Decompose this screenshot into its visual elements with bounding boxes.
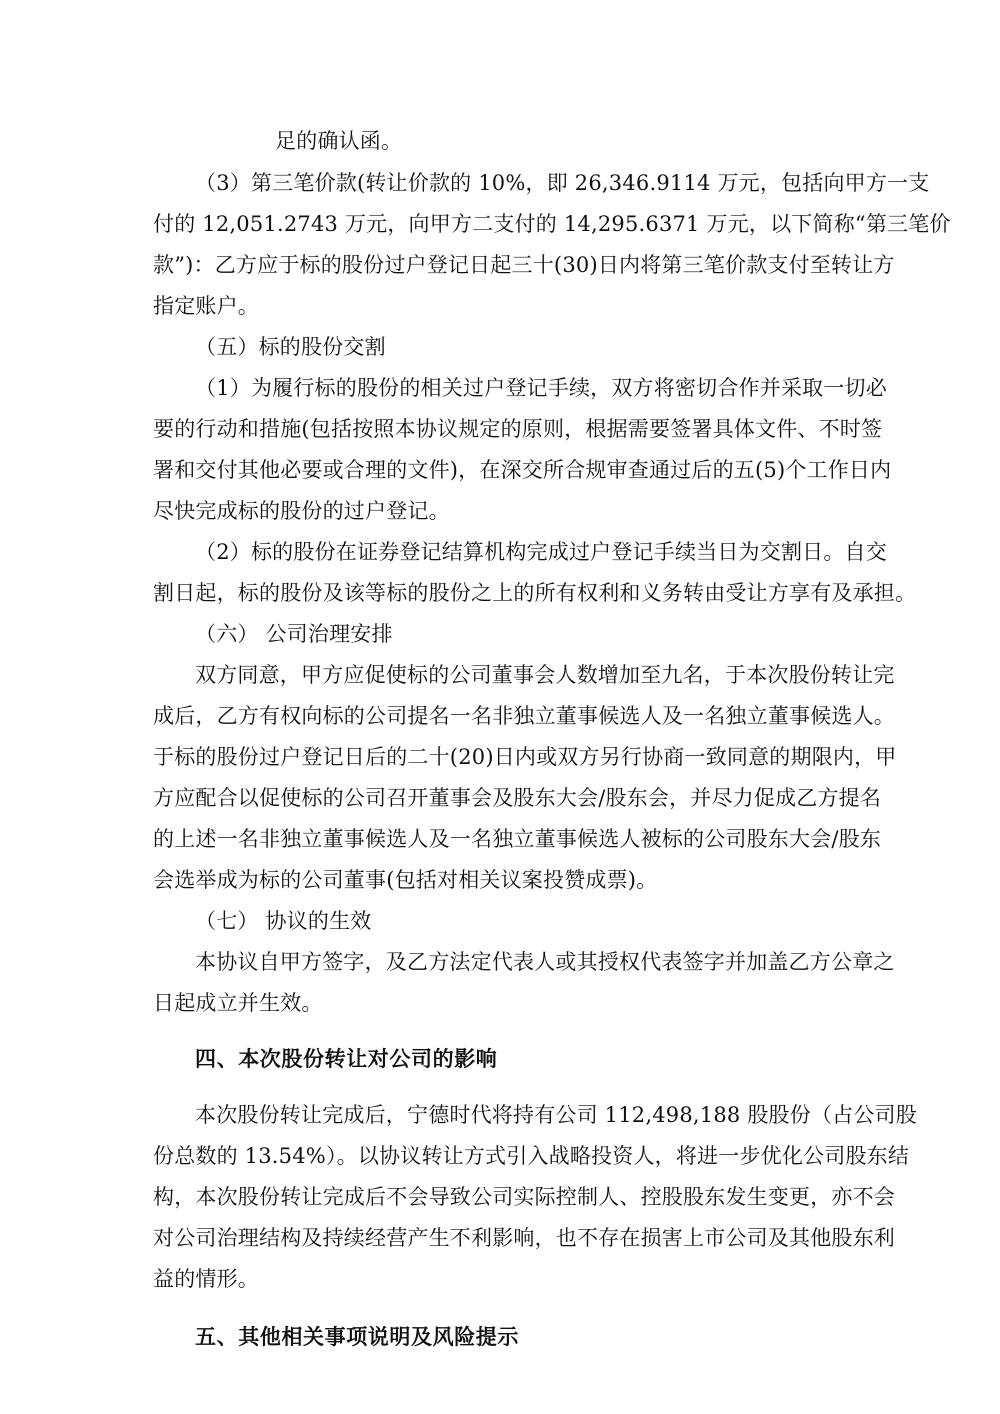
paragraph-line: 构，本次股份转让完成后不会导致公司实际控制人、控股股东发生变更，亦不会 xyxy=(153,1185,895,1209)
paragraph-line: 会选举成为标的公司董事(包括对相关议案投赞成票)。 xyxy=(153,868,658,892)
paragraph-line: 方应配合以促使标的公司召开董事会及股东大会/股东会，并尽力促成乙方提名 xyxy=(153,786,882,810)
paragraph-line: （1）为履行标的股份的相关过户登记手续，双方将密切合作并采取一切必 xyxy=(195,376,887,400)
paragraph-line: 的上述一名非独立董事候选人及一名独立董事候选人被标的公司股东大会/股东 xyxy=(153,827,882,851)
paragraph-line: （2）标的股份在证券登记结算机构完成过户登记手续当日为交割日。自交 xyxy=(195,540,887,564)
section-subheading: （七） 协议的生效 xyxy=(195,909,372,933)
paragraph-line: 于标的股份过户登记日后的二十(20)日内或双方另行协商一致同意的期限内，甲 xyxy=(153,745,897,769)
paragraph-line: 付的 12,051.2743 万元，向甲方二支付的 14,295.6371 万元，以下简称“第三笔价 xyxy=(153,212,951,236)
paragraph-line: 对公司治理结构及持续经营产生不利影响，也不存在损害上市公司及其他股东利 xyxy=(153,1226,895,1250)
section-heading: 五、其他相关事项说明及风险提示 xyxy=(195,1324,519,1349)
paragraph-line: 益的情形。 xyxy=(153,1267,259,1291)
paragraph-line: 份总数的 13.54%）。以协议转让方式引入战略投资人，将进一步优化公司股东结 xyxy=(153,1144,910,1168)
paragraph-line: 款”)：乙方应于标的股份过户登记日起三十(30)日内将第三笔价款支付至转让方 xyxy=(153,253,895,277)
paragraph-line: 双方同意，甲方应促使标的公司董事会人数增加至九名，于本次股份转让完 xyxy=(195,663,895,687)
section-subheading: （五）标的股份交割 xyxy=(195,335,386,359)
paragraph-line: 本协议自甲方签字，及乙方法定代表人或其授权代表签字并加盖乙方公章之 xyxy=(195,950,895,974)
paragraph-line: 要的行动和措施(包括按照本协议规定的原则，根据需要签署具体文件、不时签 xyxy=(153,417,883,441)
paragraph-line: 割日起，标的股份及该等标的股份之上的所有权利和义务转由受让方享有及承担。 xyxy=(153,581,917,605)
paragraph-line: 尽快完成标的股份的过户登记。 xyxy=(153,499,450,523)
paragraph-line: 足的确认函。 xyxy=(275,129,403,153)
paragraph-line: 指定账户。 xyxy=(153,294,259,318)
paragraph-line: 日起成立并生效。 xyxy=(153,991,323,1015)
paragraph-line: 本次股份转让完成后，宁德时代将持有公司 112,498,188 股股份（占公司股 xyxy=(195,1103,917,1127)
section-heading: 四、本次股份转让对公司的影响 xyxy=(195,1046,498,1071)
paragraph-line: （3）第三笔价款(转让价款的 10%，即 26,346.9114 万元，包括向甲方一支 xyxy=(195,171,930,195)
section-subheading: （六） 公司治理安排 xyxy=(195,622,393,646)
paragraph-line: 署和交付其他必要或合理的文件)，在深交所合规审查通过后的五(5)个工作日内 xyxy=(153,458,892,482)
paragraph-line: 成后，乙方有权向标的公司提名一名非独立董事候选人及一名独立董事候选人。 xyxy=(153,704,895,728)
